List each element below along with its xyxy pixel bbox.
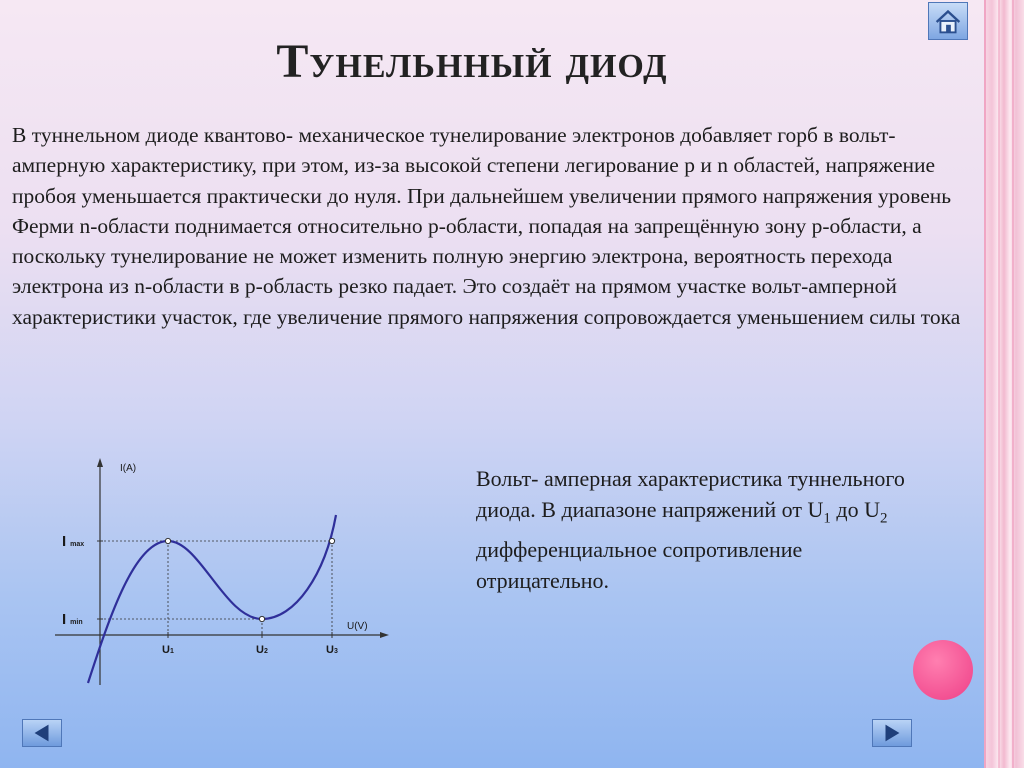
decorative-line (1012, 0, 1014, 768)
u1-label: U1 (162, 644, 174, 656)
u3-point (329, 538, 334, 543)
y-axis-arrow (97, 458, 103, 467)
decorative-circle (913, 640, 973, 700)
previous-slide-button[interactable] (22, 719, 62, 747)
next-slide-button[interactable] (872, 719, 912, 747)
u3-label: U3 (326, 644, 338, 656)
decorative-side-strip (984, 0, 1024, 768)
body-paragraph: В туннельном диоде квантово- механическое тунелирование электронов добавляет горб в вольт- амперную характеристику, при этом, из-за высокой степени легирование p и n областей, напряжение пробоя уменьшается практически до нуля. При дальнейшем увеличении прямого напряжения уровень Ферми n-области поднимается относительно p-области, попадая на запрещённую зону p-области, а поскольку тунелирование не может изменить полную энергию электрона, вероятность перехода электрона из n-области в p-область резко падает. Это создаёт на прямом участке вольт-амперной характеристики участок, где увеличение прямого напряжения сопровождается уменьшением силы тока (12, 123, 961, 329)
y-axis-label: I(A) (120, 463, 137, 474)
right-arrow-icon (873, 720, 911, 746)
valley-point (259, 616, 264, 621)
left-arrow-icon (23, 720, 61, 746)
x-axis-arrow (380, 632, 389, 638)
slide-title: Тунельнный диод (276, 35, 668, 88)
imax-label: Imax (62, 533, 85, 550)
u2-label: U2 (256, 644, 268, 656)
iv-curve (88, 515, 336, 683)
peak-point (165, 538, 170, 543)
decorative-line (984, 0, 986, 768)
iv-characteristic-diagram (40, 455, 400, 695)
diagram-caption: Вольт- амперная характеристика туннельного диода. В диапазоне напряжений от $U_1$ до $U_2$ дифференциальное сопротивление отрицательно. (476, 466, 905, 594)
decorative-line (998, 0, 1000, 768)
imin-label: Imin (62, 611, 83, 628)
x-axis-label: U(V) (347, 621, 368, 632)
